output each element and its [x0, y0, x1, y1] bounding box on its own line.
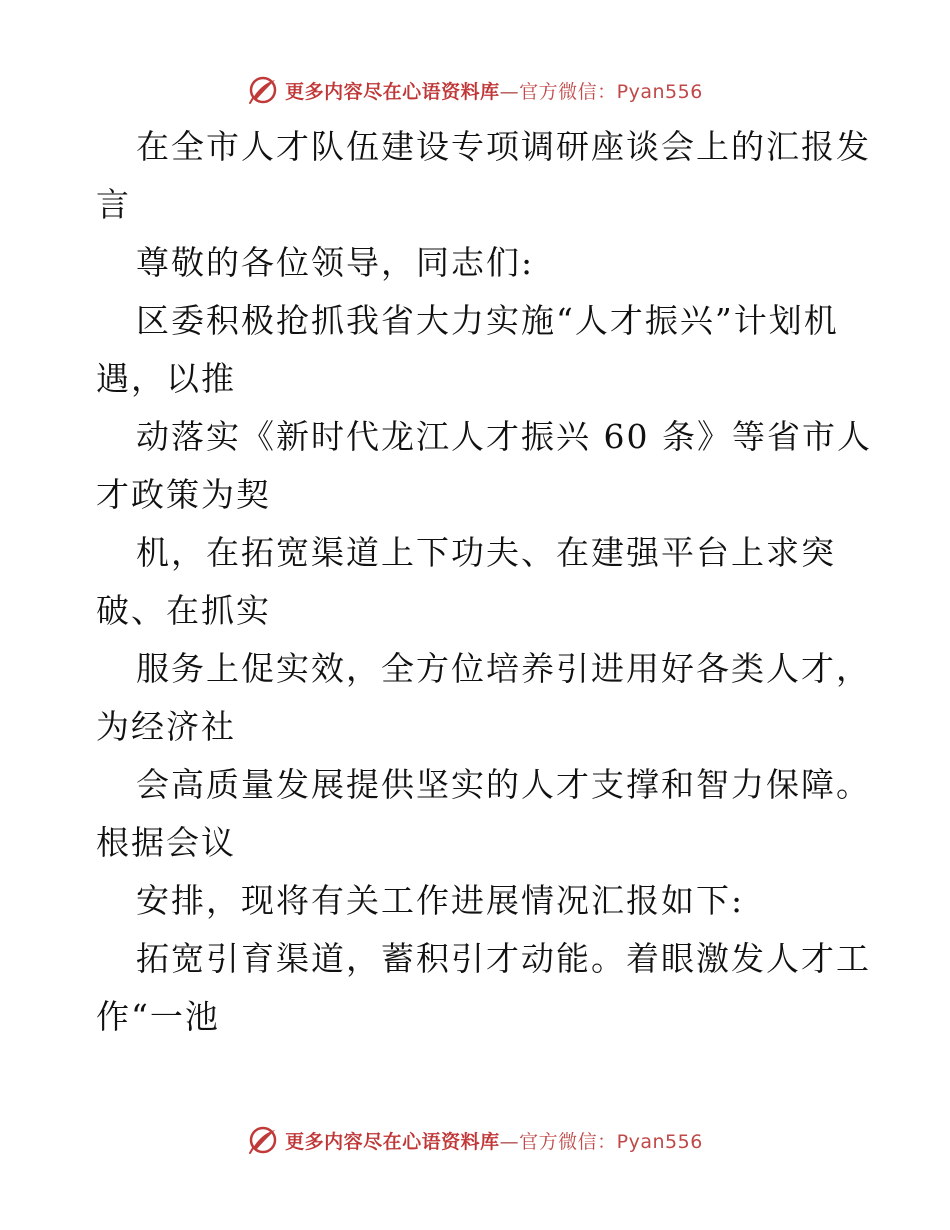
doc-line: 尊敬的各位领导，同志们:: [136, 243, 535, 282]
doc-line: 拓宽引育渠道，蓄积引才动能。着眼激发人才工: [136, 939, 871, 978]
doc-line: 为经济社: [96, 707, 236, 746]
doc-line: 动落实《新时代龙江人才振兴 60 条》等省市人: [136, 417, 872, 456]
doc-line: 遇，以推: [96, 359, 236, 398]
watermark-text: [285, 1127, 703, 1154]
watermark-wechat: 官方微信：Pyan556: [519, 80, 703, 103]
quill-logo-icon: [247, 74, 279, 106]
header-watermark: [0, 70, 950, 110]
doc-line: 在全市人才队伍建设专项调研座谈会上的汇报发: [136, 127, 871, 166]
doc-line: 区委积极抢抓我省大力实施“人才振兴”计划机: [136, 301, 839, 340]
watermark-brand: 更多内容尽在心语资料库: [285, 80, 500, 103]
quill-logo-icon: [247, 1124, 279, 1156]
doc-line: 安排，现将有关工作进展情况汇报如下:: [136, 881, 745, 920]
doc-line: 会高质量发展提供坚实的人才支撑和智力保障。: [136, 765, 871, 804]
doc-line: 才政策为契: [96, 475, 271, 514]
watermark-wechat: 官方微信：Pyan556: [519, 1130, 703, 1153]
footer-watermark: [0, 1120, 950, 1160]
watermark-text: [285, 77, 703, 104]
doc-line: 破、在抓实: [96, 591, 271, 630]
watermark-separator: —: [499, 1130, 520, 1153]
document-body: [96, 118, 872, 1046]
doc-line: 机，在拓宽渠道上下功夫、在建强平台上求突: [136, 533, 836, 572]
doc-line: 作“一池: [96, 997, 220, 1036]
watermark-brand: 更多内容尽在心语资料库: [285, 1130, 500, 1153]
doc-line: 言: [96, 185, 131, 224]
doc-line: 根据会议: [96, 823, 236, 862]
watermark-separator: —: [499, 80, 520, 103]
doc-line: 服务上促实效，全方位培养引进用好各类人才，: [136, 649, 871, 688]
